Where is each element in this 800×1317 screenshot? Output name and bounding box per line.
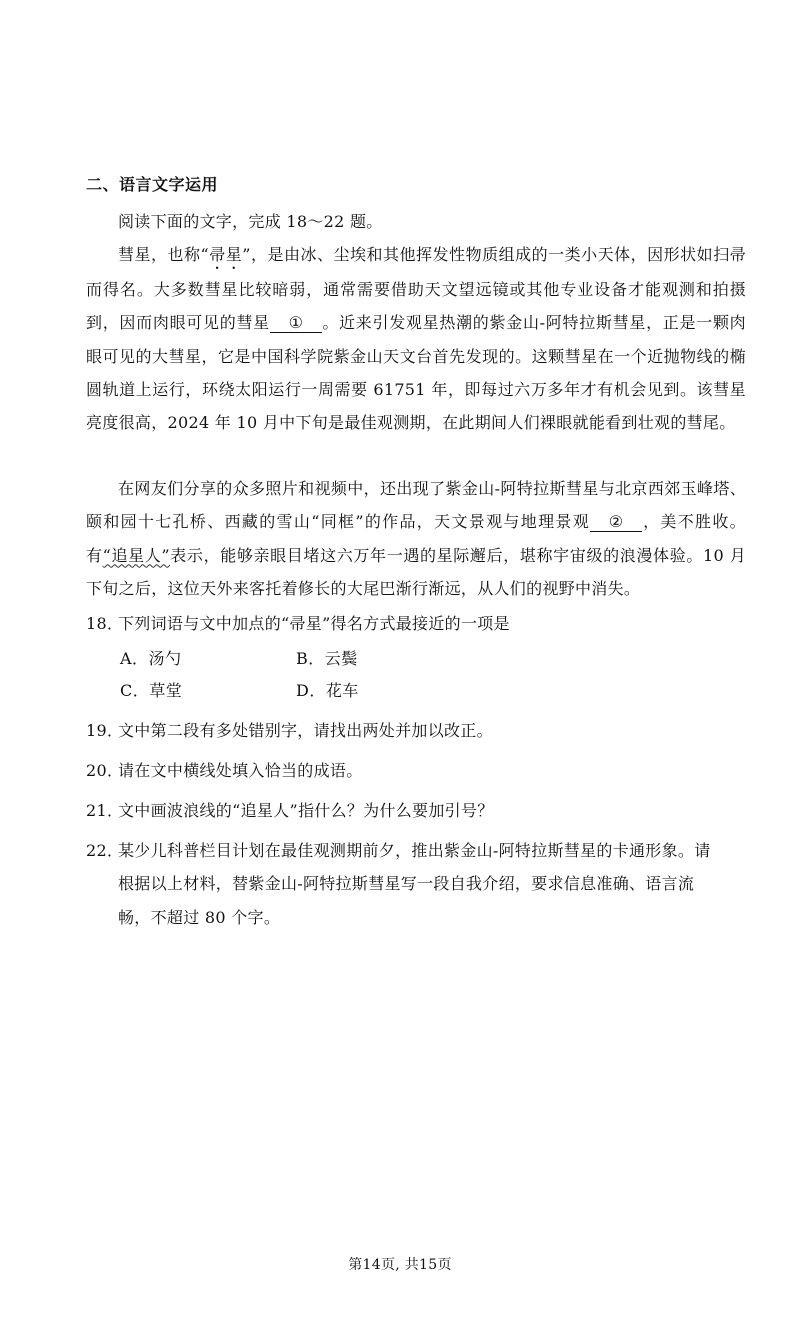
passage-paragraph-2	[86, 472, 746, 605]
question-text-line-3: 畅，不超过 80 个字。	[118, 907, 281, 927]
question-22	[86, 834, 746, 934]
question-text: 文中画波浪线的“追星人”指什么？为什么要加引号？	[118, 801, 494, 820]
question-text-line-1: 某少儿科普栏目计划在最佳观测期前夕，推出紫金山-阿特拉斯彗星的卡通形象。请	[118, 841, 711, 860]
p2-text-c: 表示，能够亲眼目堵这六万年一遇的星际邂后，堪称宇宙级的浪漫体验。10 月下旬之后，这位天外来客托着修长的大尾巴渐行渐远，从人们的视野中消失。	[86, 545, 746, 598]
question-number: 20．	[86, 761, 124, 780]
p2-text-b: ，美不胜收。有	[86, 512, 746, 565]
section-title: 二、语言文字运用	[86, 175, 219, 194]
instruction: 阅读下面的文字，完成 18～22 题。	[118, 212, 383, 231]
question-text: 下列词语与文中加点的“帚星”得名方式最接近的一项是	[118, 614, 510, 633]
wavy-underlined-term: “追星人”	[102, 545, 170, 565]
p2-text-a: 在网友们分享的众多照片和视频中，还出现了紫金山-阿特拉斯彗星与北京西郊玉峰塔、颐和园十七孔桥、西藏的雪山“同框”的作品，天文景观与地理景观	[86, 479, 746, 532]
option-d: D．花车	[296, 681, 359, 700]
question-text-line-2: 根据以上材料，替紫金山-阿特拉斯彗星写一段自我介绍，要求信息准确、语言流	[118, 874, 695, 894]
option-c: C．草堂	[120, 681, 183, 700]
question-21	[86, 794, 746, 827]
p1-text-a: 彗星，也称“	[118, 245, 210, 264]
question-19	[86, 714, 746, 747]
question-number: 22．	[86, 841, 124, 860]
page-footer: 第14页, 共15页	[348, 1257, 452, 1273]
blank-1: ①	[270, 314, 322, 333]
option-b: B．云鬓	[296, 649, 358, 668]
passage-paragraph-1	[86, 238, 746, 439]
p1-text-c: 。近来引发观星热潮的紫金山-阿特拉斯彗星，正是一颗肉眼可见的大彗星，它是中国科学院紫金山天文台首先发现的。这颗彗星在一个近抛物线的椭圆轨道上运行，环绕太阳运行一周需要 61751 年，即每过六万多年才有机会见到。该彗星亮度很高，2024 年 10 月中下旬是最佳观测期，在此期间人们裸眼就能看到壮观的彗尾。	[86, 313, 746, 433]
question-18	[86, 607, 746, 640]
question-text: 文中第二段有多处错别字，请找出两处并加以改正。	[118, 721, 493, 740]
question-number: 21．	[86, 801, 124, 820]
question-text: 请在文中横线处填入恰当的成语。	[118, 761, 363, 780]
question-number: 19．	[86, 721, 124, 740]
blank-2: ②	[590, 513, 642, 532]
question-20	[86, 754, 746, 787]
option-a: A．汤勺	[120, 649, 182, 668]
dotted-term: 帚星	[209, 245, 243, 264]
question-number: 18．	[86, 614, 124, 633]
p1-text-b: ”，是由冰、尘埃和其他挥发性物质组成的一类小天体，因形状如扫帚而得名。大多数彗星比较暗弱，通常需要借助天文望远镜或其他专业设备才能观测和拍摄到，因而肉眼可见的彗星	[86, 245, 746, 333]
